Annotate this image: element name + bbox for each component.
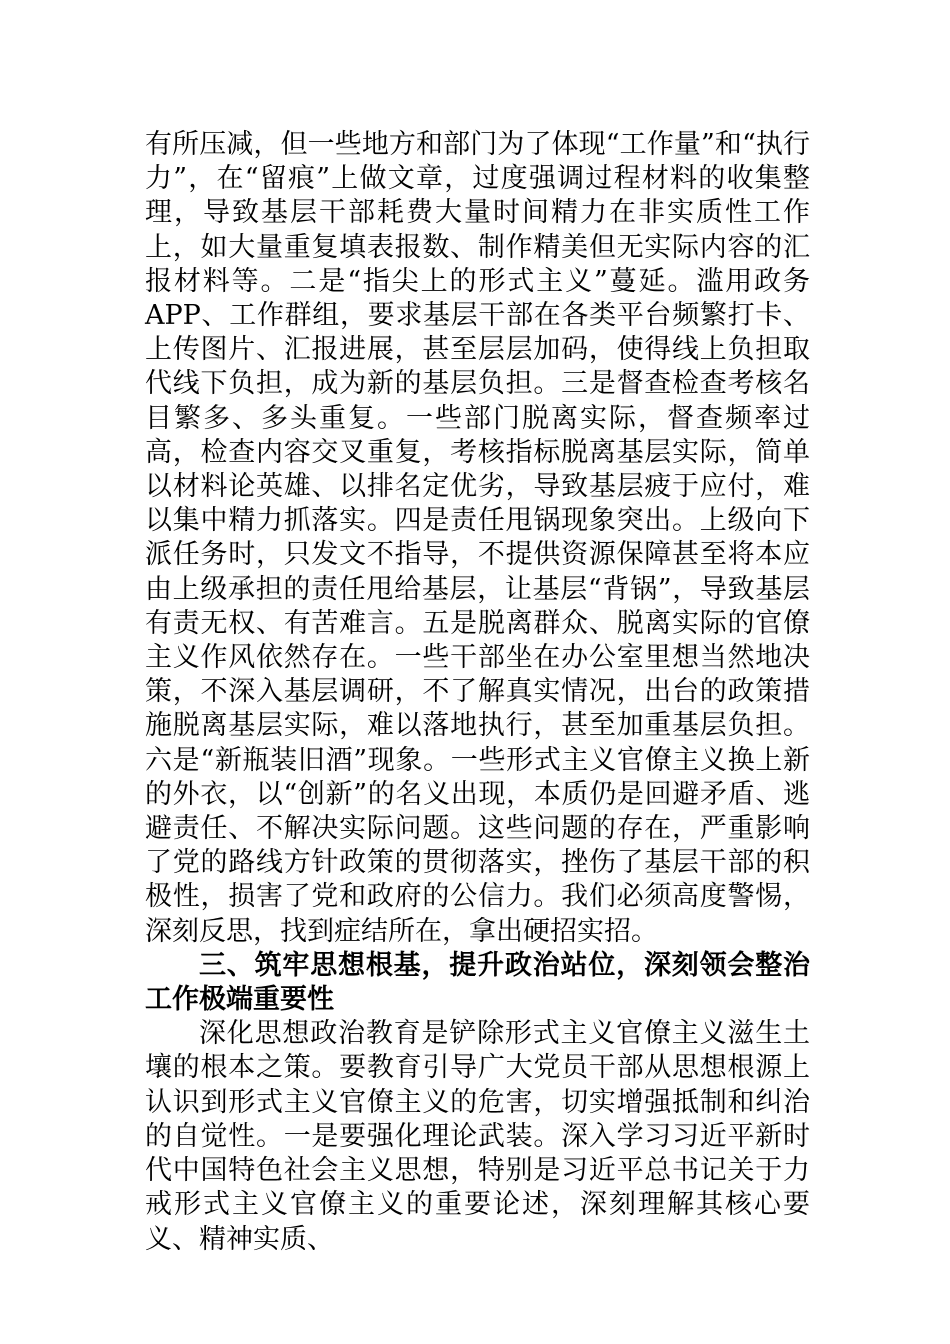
- body-paragraph: 有所压减，但一些地方和部门为了体现“工作量”和“执行力”，在“留痕”上做文章，过度强调过程材料的收集整理，导致基层干部耗费大量时间精力在非实质性工作上，如大量重复填表报数、制作精美但无实际内容的汇报材料等。二是“指尖上的形式主义”蔓延。滥用政务 APP、工作群组，要求基层干部在各类平台频繁打卡、上传图片、汇报进展，甚至层层加码，使得线上负担取代线下负担，成为新的基层负担。三是督查检查考核名目繁多、多头重复。一些部门脱离实际，督查频率过高，检查内容交叉重复，考核指标脱离基层实际，简单以材料论英雄、以排名定优劣，导致基层疲于应付，难以集中精力抓落实。四是责任甩锅现象突出。上级向下派任务时，只发文不指导，不提供资源保障甚至将本应由上级承担的责任甩给基层，让基层“背锅”，导致基层有责无权、有苦难言。五是脱离群众、脱离实际的官僚主义作风依然存在。一些干部坐在办公室里想当然地决策，不深入基层调研，不了解真实情况，出台的政策措施脱离基层实际，难以落地执行，甚至加重基层负担。六是“新瓶装旧酒”现象。一些形式主义官僚主义换上新的外衣，以“创新”的名义出现，本质仍是回避矛盾、逃避责任、不解决实际问题。这些问题的存在，严重影响了党的路线方针政策的贯彻落实，挫伤了基层干部的积极性，损害了党和政府的公信力。我们必须高度警惕，深刻反思，找到症结所在，拿出硬招实招。: [145, 129, 810, 947]
- section-heading: 三、筑牢思想根基，提升政治站位，深刻领会整治工作极端重要性: [145, 949, 810, 1016]
- document-body: [145, 128, 810, 1257]
- body-paragraph: 深化思想政治教育是铲除形式主义官僚主义滋生土壤的根本之策。要教育引导广大党员干部从思想根源上认识到形式主义官僚主义的危害，切实增强抵制和纠治的自觉性。一是要强化理论武装。深入学习习近平新时代中国特色社会主义思想，特别是习近平总书记关于力戒形式主义官僚主义的重要论述，深刻理解其核心要义、精神实质、: [145, 1018, 810, 1255]
